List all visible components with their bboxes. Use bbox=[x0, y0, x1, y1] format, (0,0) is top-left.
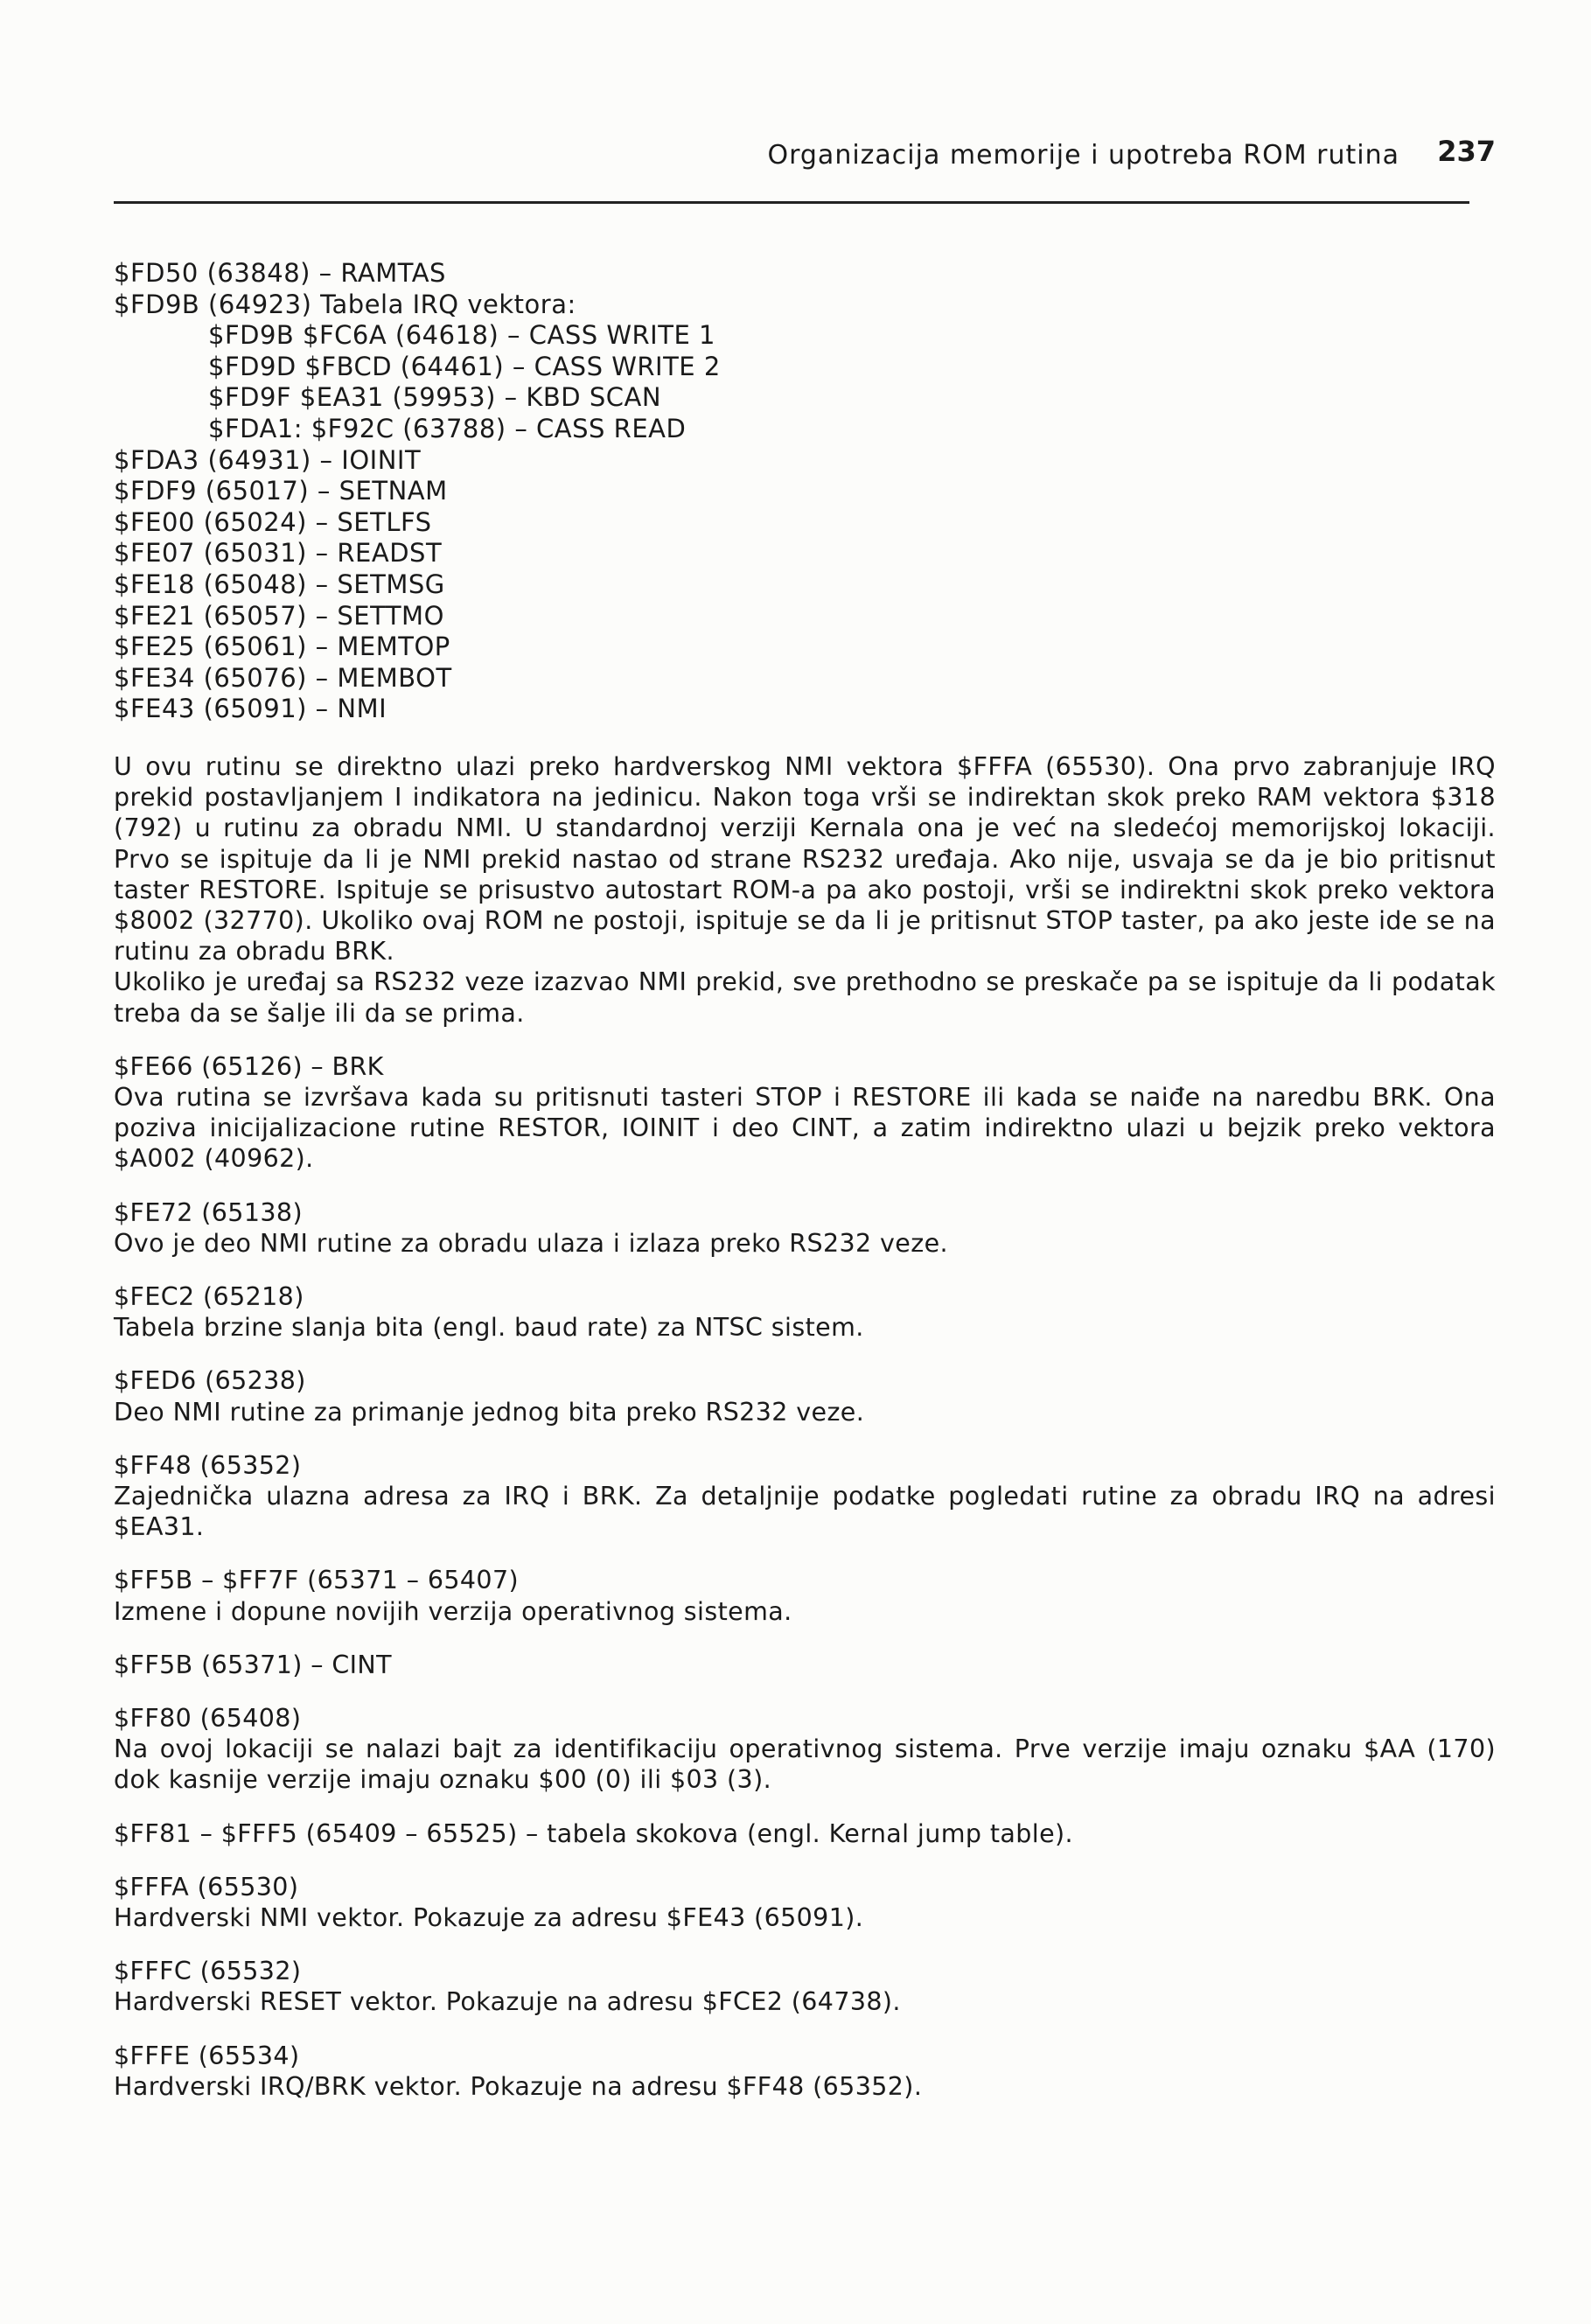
routine-entry: $FE21 (65057) – SETTMO bbox=[114, 600, 444, 631]
routine-entry: $FE34 (65076) – MEMBOT bbox=[114, 662, 452, 693]
irq-vector-table-entry: $FDA1: $F92C (63788) – CASS READ bbox=[208, 413, 687, 443]
routine-entry: $FD9B (64923) Tabela IRQ vektora: bbox=[114, 289, 576, 319]
routine-sections bbox=[114, 1051, 1496, 2102]
routine-description: Na ovoj lokaciji se nalazi bajt za identifikaciju operativnog sistema. Prve verzije imaju oznaku $AA (170) dok kasnije verzije imaju oznaku $00 (0) ili $03 (3). bbox=[114, 1734, 1496, 1795]
routine-heading: $FE66 (65126) – BRK bbox=[114, 1051, 384, 1081]
irq-vector-table-entry: $FD9F $EA31 (59953) – KBD SCAN bbox=[208, 382, 662, 413]
page-header bbox=[114, 122, 1496, 175]
routine-entry: $FDA3 (64931) – IOINIT bbox=[114, 444, 422, 475]
routine-heading: $FF81 – $FFF5 (65409 – 65525) – tabela skokova (engl. Kernal jump table). bbox=[114, 1818, 1073, 1848]
routine-heading: $FF5B (65371) – CINT bbox=[114, 1650, 392, 1679]
routine-section bbox=[114, 1703, 1496, 1796]
routine-description: Izmene i dopune novijih verzija operativnog sistema. bbox=[114, 1596, 792, 1626]
routine-heading: $FFFA (65530) bbox=[114, 1872, 299, 1902]
routine-heading: $FED6 (65238) bbox=[114, 1366, 306, 1396]
irq-vector-table-entry: $FD9B $FC6A (64618) – CASS WRITE 1 bbox=[208, 320, 715, 351]
page-number: 237 bbox=[1437, 135, 1496, 168]
routine-entry: $FE25 (65061) – MEMTOP bbox=[114, 632, 450, 662]
routine-heading: $FFFE (65534) bbox=[114, 2041, 300, 2070]
routine-entry: $FE00 (65024) – SETLFS bbox=[114, 506, 432, 537]
routine-description: Hardverski RESET vektor. Pokazuje na adresu $FCE2 (64738). bbox=[114, 1987, 901, 2017]
routine-entry: $FD50 (63848) – RAMTAS bbox=[114, 258, 446, 288]
routine-heading: $FFFC (65532) bbox=[114, 1957, 302, 1986]
routine-heading: $FE72 (65138) bbox=[114, 1197, 303, 1227]
routine-entry: $FE43 (65091) – NMI bbox=[114, 694, 387, 724]
routine-description: Hardverski NMI vektor. Pokazuje za adresu $FE43 (65091). bbox=[114, 1903, 864, 1932]
nmi-paragraph: U ovu rutinu se direktno ulazi preko hardverskog NMI vektora $FFFA (65530). Ona prvo zabranjuje IRQ prekid postavljanjem I indikatora na jedinicu. Nakon toga vrši se indirektan skok preko RAM vektora $318 (792) u rutinu za obradu NMI. U standardnoj verziji Kernala ona je već na sledećoj memorijskoj lokaciji. Prvo se ispituje da li je NMI prekid nastao od strane RS232 uređaja. Ako nije, usvaja se da je bio pritisnut taster RESTORE. Ispituje se prisustvo autostart ROM-a pa ako postoji, vrši se indirektni skok preko vektora $8002 (32770). Ukoliko ovaj ROM ne postoji, ispituje se da li je pritisnut STOP taster, pa ako jeste ide se na rutinu za obradu BRK. bbox=[114, 751, 1496, 967]
routine-description: Ova rutina se izvršava kada su pritisnuti tasteri STOP i RESTORE ili kada se naiđe na naredbu BRK. Ona poziva inicijalizacione rutine RESTOR, IOINIT i deo CINT, a zatim indirektno ulazi u bejzik preko vektora $A002 (40962). bbox=[114, 1082, 1496, 1174]
routine-section bbox=[114, 1051, 1496, 1175]
routine-entry: $FE07 (65031) – READST bbox=[114, 538, 443, 569]
routine-section bbox=[114, 1956, 1496, 2017]
routine-description: Tabela brzine slanja bita (engl. baud rate) za NTSC sistem. bbox=[114, 1313, 864, 1343]
routine-address-list bbox=[114, 258, 1496, 725]
routine-section bbox=[114, 1872, 1496, 1933]
routine-entry: $FDF9 (65017) – SETNAM bbox=[114, 476, 448, 506]
routine-description: Hardverski IRQ/BRK vektor. Pokazuje na adresu $FF48 (65352). bbox=[114, 2071, 923, 2101]
routine-heading: $FF48 (65352) bbox=[114, 1450, 302, 1480]
routine-description: Deo NMI rutine za primanje jednog bita preko RS232 veze. bbox=[114, 1397, 865, 1427]
routine-heading: $FEC2 (65218) bbox=[114, 1281, 304, 1311]
header-rule bbox=[114, 201, 1469, 204]
routine-description: Zajednička ulazna adresa za IRQ i BRK. Za detaljnije podatke pogledati rutine za obradu IRQ na adresi $EA31. bbox=[114, 1481, 1496, 1542]
routine-entry: $FE18 (65048) – SETMSG bbox=[114, 569, 445, 599]
routine-section bbox=[114, 1818, 1496, 1849]
routine-section bbox=[114, 1565, 1496, 1626]
routine-heading: $FF80 (65408) bbox=[114, 1703, 302, 1733]
nmi-paragraph: Ukoliko je uređaj sa RS232 veze izazvao NMI prekid, sve prethodno se preskače pa se ispituje da li podatak treba da se šalje ili da se prima. bbox=[114, 967, 1496, 1028]
routine-section bbox=[114, 2041, 1496, 2102]
routine-section bbox=[114, 1450, 1496, 1543]
irq-vector-table-entry: $FD9D $FBCD (64461) – CASS WRITE 2 bbox=[208, 351, 721, 381]
routine-section bbox=[114, 1365, 1496, 1427]
routine-section bbox=[114, 1281, 1496, 1343]
routine-section bbox=[114, 1650, 1496, 1680]
book-page bbox=[114, 122, 1496, 2102]
nmi-description bbox=[114, 751, 1496, 1029]
routine-section bbox=[114, 1197, 1496, 1259]
running-title: Organizacija memorije i upotreba ROM rutina bbox=[767, 140, 1399, 171]
routine-heading: $FF5B – $FF7F (65371 – 65407) bbox=[114, 1566, 520, 1595]
body-text bbox=[114, 751, 1496, 2102]
routine-description: Ovo je deo NMI rutine za obradu ulaza i izlaza preko RS232 veze. bbox=[114, 1228, 948, 1258]
